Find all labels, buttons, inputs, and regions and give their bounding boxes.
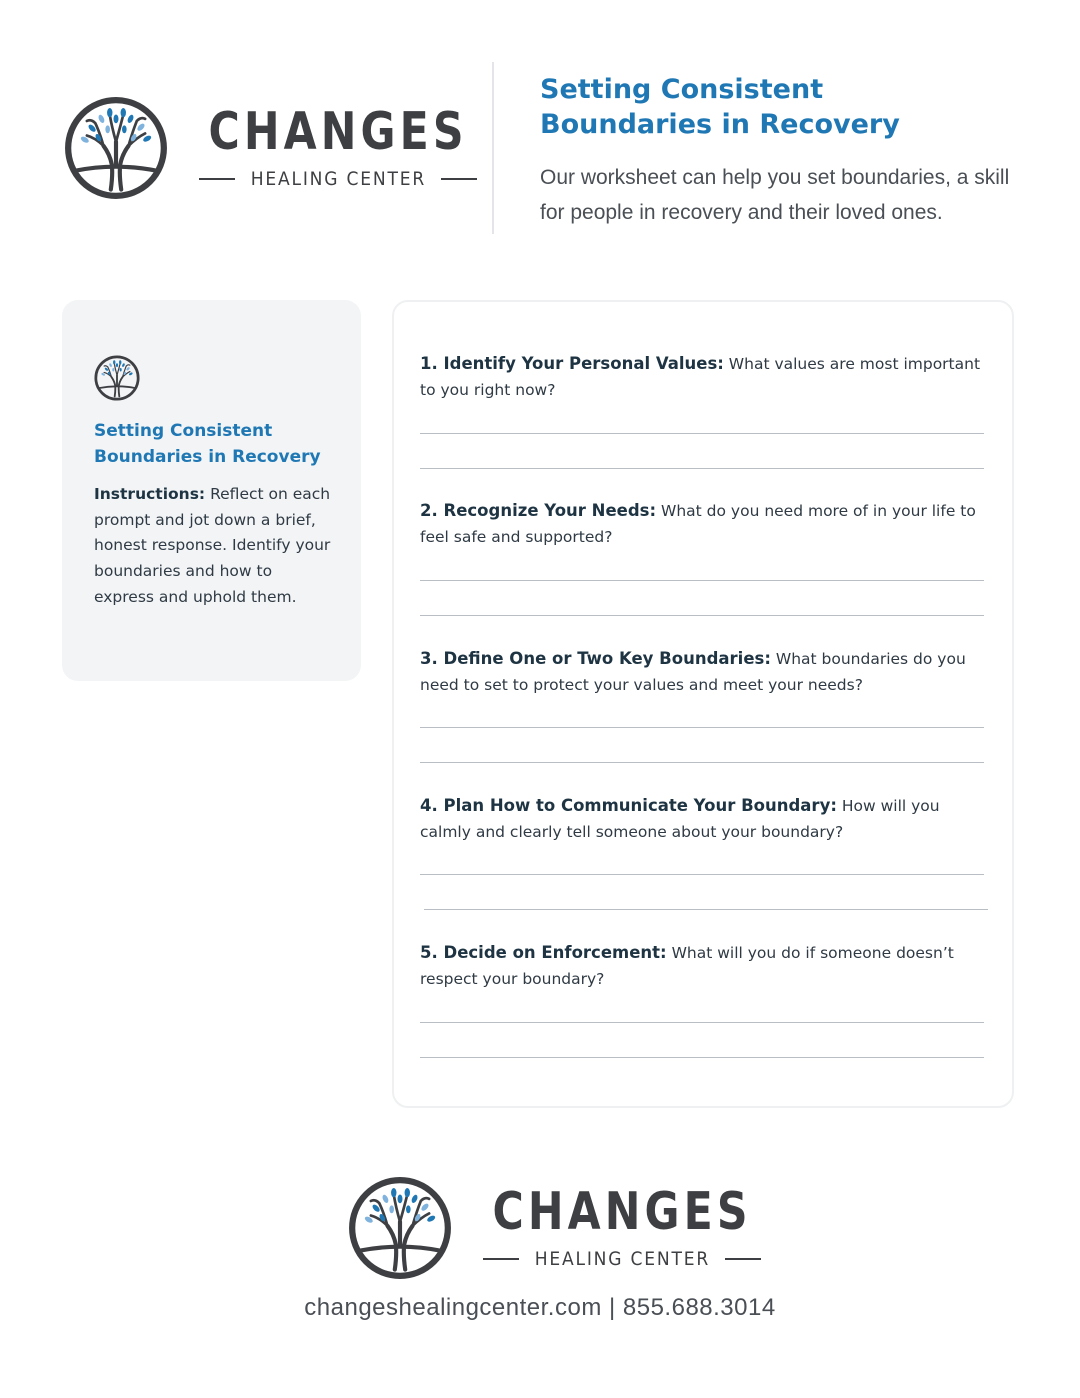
divider	[199, 178, 235, 180]
answer-line[interactable]	[420, 1057, 984, 1058]
answer-line[interactable]	[420, 580, 984, 581]
brand-tagline-row	[483, 1248, 762, 1270]
divider	[725, 1258, 761, 1260]
answer-line[interactable]	[420, 727, 984, 728]
instructions-card	[62, 300, 361, 681]
prompt-lead: 3. Define One or Two Key Boundaries:	[420, 649, 771, 668]
prompt-2	[420, 498, 986, 550]
prompt-lead: 2. Recognize Your Needs:	[420, 501, 657, 520]
brand-logo-footer	[348, 1176, 780, 1280]
page-description: Our worksheet can help you set boundaries, a skill for people in recovery and their loved ones.	[540, 166, 1010, 224]
footer-contact: changeshealingcenter.com | 855.688.3014	[304, 1294, 776, 1321]
answer-line[interactable]	[424, 909, 988, 910]
divider	[441, 178, 477, 180]
prompt-lead: 1. Identify Your Personal Values:	[420, 354, 724, 373]
answer-line[interactable]	[420, 468, 984, 469]
instructions-text	[94, 482, 334, 611]
answer-line[interactable]	[420, 615, 984, 616]
tree-emblem-icon	[348, 1176, 452, 1280]
page-title: Setting Consistent Boundaries in Recovery	[540, 74, 900, 140]
prompt-lead: 5. Decide on Enforcement:	[420, 943, 667, 962]
brand-tagline-row	[199, 168, 478, 190]
answer-line[interactable]	[420, 874, 984, 875]
tree-emblem-icon	[64, 96, 168, 200]
brand-name: CHANGES	[208, 102, 468, 162]
instructions-label: Instructions:	[94, 485, 206, 503]
prompt-text: How will you calmly and clearly tell someone about your boundary?	[420, 797, 940, 841]
prompt-text: What will you do if someone doesn’t respect your boundary?	[420, 944, 954, 988]
answer-line[interactable]	[420, 1022, 984, 1023]
instructions-body: Reflect on each prompt and jot down a brief, honest response. Identify your boundaries and how to express and uphold them.	[94, 485, 331, 606]
divider	[483, 1258, 519, 1260]
brand-logo-header	[64, 96, 496, 200]
brand-wordmark	[180, 102, 496, 190]
prompt-3	[420, 646, 986, 698]
header-divider	[492, 62, 494, 234]
brand-name: CHANGES	[492, 1182, 752, 1242]
answer-line[interactable]	[420, 433, 984, 434]
brand-tagline: HEALING CENTER	[250, 168, 426, 190]
instructions-title: Setting Consistent Boundaries in Recovery	[94, 421, 321, 467]
prompt-text: What values are most important to you right now?	[420, 355, 981, 399]
prompt-4	[420, 793, 986, 845]
answer-line[interactable]	[420, 762, 984, 763]
brand-tagline: HEALING CENTER	[534, 1248, 710, 1270]
prompt-5	[420, 940, 986, 992]
brand-wordmark	[464, 1182, 780, 1270]
prompt-text: What boundaries do you need to set to protect your values and meet your needs?	[420, 650, 966, 694]
prompt-1	[420, 351, 986, 403]
prompt-lead: 4. Plan How to Communicate Your Boundary:	[420, 796, 837, 815]
worksheet-card	[392, 300, 1014, 1108]
prompt-text: What do you need more of in your life to feel safe and supported?	[420, 502, 976, 546]
tree-emblem-icon	[94, 355, 140, 401]
